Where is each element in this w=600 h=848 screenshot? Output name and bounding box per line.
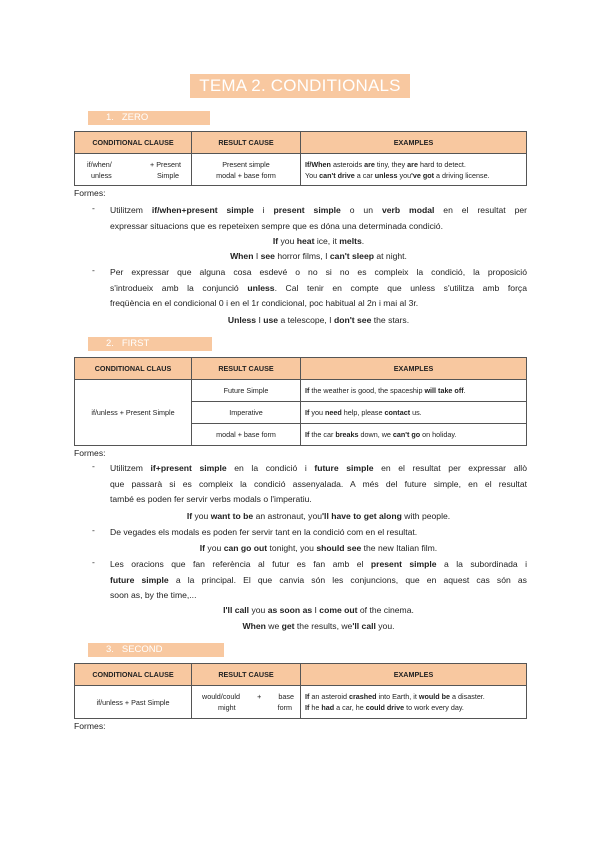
paragraph: De vegades els modals es poden fer servir tant en la condició com en el resultat. [110,527,418,537]
example-line: If/When asteroids are tiny, they are hard to detect. [305,159,466,169]
section-number: 3. [106,644,114,655]
example-line: If he had a car, he could drive to work every day. [305,703,464,712]
paragraph: Les oracions que fan referència al futur es fan amb el present simple a la subordinada i future simple a la principal. El que canvia són les conjuncions, que en aquest cas són as soon as, by the time,... [110,559,527,600]
cell-text: if/when/ [87,159,112,169]
example-sentence: If you want to be an astronaut, you'll have to get along with people. [186,511,451,521]
section-number: 1. [106,112,114,123]
cell-text: Simple [157,170,179,180]
example-sentence: If you can go out tonight, you should see the new Italian film. [199,543,438,553]
cell-text: + Present [150,159,181,169]
table-header: EXAMPLES [301,358,527,380]
bullet: - [92,461,95,471]
example-line: If an asteroid crashed into Earth, it would be a disaster. [305,692,485,701]
table-cell-clause [75,154,192,186]
example-line: You can't drive a car unless you've got a driving license. [305,170,490,180]
table-header: EXAMPLES [301,664,527,686]
table-header: CONDITIONAL CLAUSE [75,664,192,686]
section-number: 2. [106,338,114,349]
table-header: EXAMPLES [301,132,527,154]
paragraph: Utilitzem if/when+present simple i present simple o un verb modal en el resultat per expressar situacions que es repeteixen sempre que es dóna una determinada condició. [110,205,527,231]
table-header: RESULT CAUSE [192,132,301,154]
cell-text: Present simple [222,159,270,169]
cell-text: modal + base form [216,170,276,180]
paragraph: Utilitzem if+present simple en la condició i future simple en el resultat per expressar allò que passarà si es compleix la condició assenyalada. A més del future simple, en el resultat també es poden fer servir verbs modals o l'imperatiu. [110,463,527,504]
section-label: SECOND [121,644,163,655]
bullet: - [92,525,95,535]
page-title: TEMA 2. CONDITIONALS [190,74,410,98]
table-header: CONDITIONAL CLAUS [75,358,192,380]
table-cell-examples: If the weather is good, the spaceship will take off. [301,380,527,402]
table-header: CONDITIONAL CLAUSE [75,132,192,154]
example-sentence: When we get the results, we'll call you. [242,621,395,631]
zero-conditional-table [74,131,527,186]
formes-label: Formes: [74,188,106,198]
table-cell-result: Imperative [192,402,301,424]
example-sentence: If you heat ice, it melts. [272,236,365,246]
first-conditional-table [74,357,527,446]
formes-label: Formes: [74,721,106,731]
table-cell-result: Future Simple [192,380,301,402]
cell-text: unless [91,170,112,180]
section-label: ZERO [121,112,149,123]
table-cell-examples [301,686,527,719]
section-heading-zero [88,111,210,125]
paragraph: Per expressar que alguna cosa esdevé o no si no es compleix la condició, la proposició s'introdueix amb la conjunció unless. Cal tenir en compte que unless s'utilitza amb força freqüència en el condicional 0 i en el 1r condicional, poc habitual al 2n i mai al 3r. [110,267,528,308]
table-cell-clause: if/unless + Past Simple [75,686,192,719]
bullet: - [92,557,95,567]
section-heading-first [88,337,212,351]
example-sentence: I'll call you as soon as I come out of the cinema. [223,605,414,615]
table-header: RESULT CAUSE [192,664,301,686]
table-header: RESULT CAUSE [192,358,301,380]
table-cell-result [192,154,301,186]
example-sentence: When I see horror films, I can't sleep at night. [230,251,407,261]
second-conditional-table [74,663,527,719]
section-label: FIRST [121,338,150,349]
table-cell-clause: if/unless + Present Simple [75,380,192,446]
table-cell-examples [301,154,527,186]
bullet: - [92,265,95,275]
table-cell-result: would/could + base might form [192,686,301,719]
table-cell-examples: If you need help, please contact us. [301,402,527,424]
table-cell-result: modal + base form [192,424,301,446]
formes-label: Formes: [74,448,106,458]
bullet: - [92,203,95,213]
table-cell-examples: If the car breaks down, we can't go on holiday. [301,424,527,446]
example-sentence: Unless I use a telescope, I don't see the stars. [227,315,410,325]
section-heading-second [88,643,224,657]
